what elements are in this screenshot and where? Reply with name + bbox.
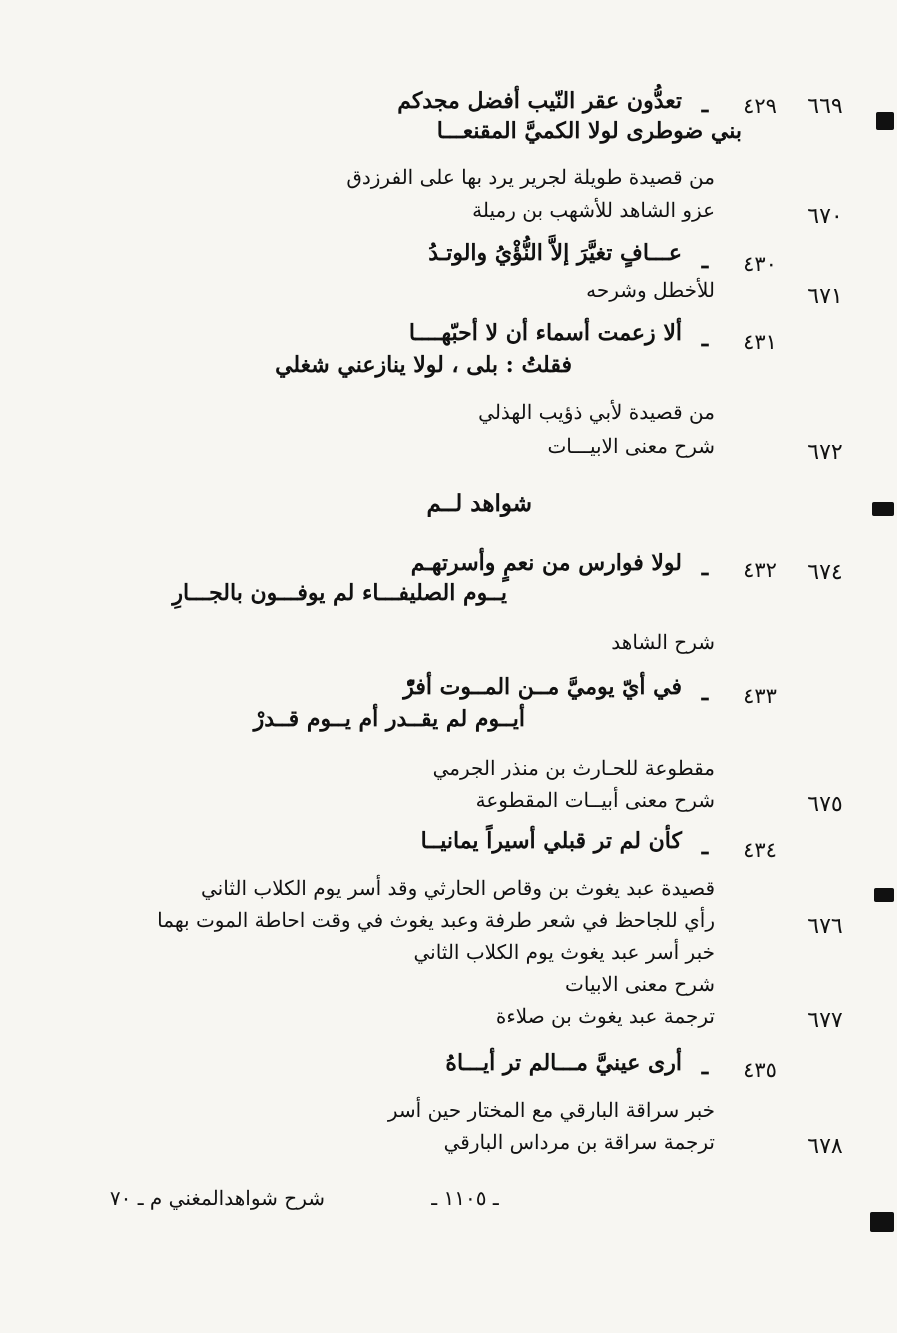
entry-number: ٤٣٢	[743, 558, 777, 582]
note-line: شرح معنى الابيات	[565, 972, 715, 996]
entry-number: ٤٢٩	[743, 94, 777, 118]
note-line: عزو الشاهد للأشهب بن رميلة	[472, 198, 715, 222]
note-line: من قصيدة لأبي ذؤيب الهذلي	[478, 400, 715, 424]
verse-line: تعدُّون عقر النّيب أفضل مجدكم	[397, 88, 682, 114]
scan-mark	[876, 112, 894, 130]
verse-line: فقلتُ : بلى ، لولا ينازعني شغلي	[275, 352, 572, 378]
scan-mark	[874, 888, 894, 902]
verse-line: كأن لم تر قبلي أسيراً يمانيــا	[420, 828, 682, 854]
entry-number: ٤٣٤	[743, 838, 777, 862]
page-number: ٦٧٤	[807, 560, 843, 585]
note-line: رأي للجاحظ في شعر طرفة وعبد يغوث في وقت احاطة الموت بهما	[157, 908, 715, 932]
verse-line: يــوم الصليفـــاء لم يوفـــون بالجـــارِ	[172, 580, 507, 606]
note-line: خبر أسر عبد يغوث يوم الكلاب الثاني	[413, 940, 715, 964]
entry-number: ٤٣٥	[743, 1058, 777, 1082]
entry-number: ٤٣٠	[743, 252, 777, 276]
entry-dash: ـ	[701, 326, 709, 352]
note-line: للأخطل وشرحه	[586, 278, 715, 302]
verse-line: عـــافٍ تغيَّرَ إلاَّ النُّؤْيُ والوتـدُ	[428, 240, 682, 266]
verse-line: ألا زعمت أسماء أن لا أحبّهــــا	[408, 320, 682, 346]
note-line: قصيدة عبد يغوث بن وقاص الحارثي وقد أسر يوم الكلاب الثاني	[201, 876, 715, 900]
entry-dash: ـ	[701, 1054, 709, 1080]
entry-dash: ـ	[701, 834, 709, 860]
entry-dash: ـ	[701, 555, 709, 581]
note-line: شرح معنى أبيــات المقطوعة	[475, 788, 715, 812]
entry-dash: ـ	[701, 248, 709, 274]
entry-number: ٤٣١	[743, 330, 777, 354]
note-line: مقطوعة للحـارث بن منذر الجرمي	[432, 756, 715, 780]
page-number: ٦٧٧	[807, 1008, 843, 1033]
verse-line: لولا فوارس من نعمٍ وأسرتهـم	[410, 550, 682, 576]
page-number: ٦٧٦	[807, 914, 843, 939]
page-number: ٦٦٩	[807, 94, 843, 119]
note-line: من قصيدة طويلة لجرير يرد بها على الفرزدق	[346, 165, 715, 189]
section-heading: شواهد لــم	[426, 490, 532, 517]
entry-number: ٤٣٣	[743, 684, 777, 708]
page-number: ٦٧٨	[807, 1134, 843, 1159]
note-line: خبر سراقة البارقي مع المختار حين أسر	[387, 1098, 715, 1122]
note-line: شرح الشاهد	[611, 630, 715, 654]
scan-mark	[870, 1212, 894, 1232]
verse-line: أيــوم لم يقــدر أم يــوم قــدرْ	[253, 706, 525, 732]
footer-signature: شرح شواهدالمغني م ـ ٧٠	[109, 1186, 325, 1210]
note-line: شرح معنى الابيـــات	[547, 434, 715, 458]
page-number: ٦٧٢	[807, 440, 843, 465]
page-number: ٦٧٥	[807, 792, 843, 817]
entry-dash: ـ	[701, 92, 709, 118]
page-number: ٦٧١	[807, 284, 843, 309]
footer-page-number: ـ ١١٠٥ ـ	[431, 1186, 499, 1210]
verse-line: في أيّ يوميَّ مــن المــوت أفرّْ	[403, 674, 682, 700]
note-line: ترجمة سراقة بن مرداس البارقي	[443, 1130, 715, 1154]
entry-dash: ـ	[701, 680, 709, 706]
scan-mark	[872, 502, 894, 516]
verse-line: أرى عينيَّ مـــالم تر أيـــاهُ	[445, 1050, 682, 1076]
page-number: ٦٧٠	[807, 204, 843, 229]
note-line: ترجمة عبد يغوث بن صلاءة	[495, 1004, 715, 1028]
verse-line: بني ضوطرى لولا الكميَّ المقنعـــا	[436, 118, 742, 144]
